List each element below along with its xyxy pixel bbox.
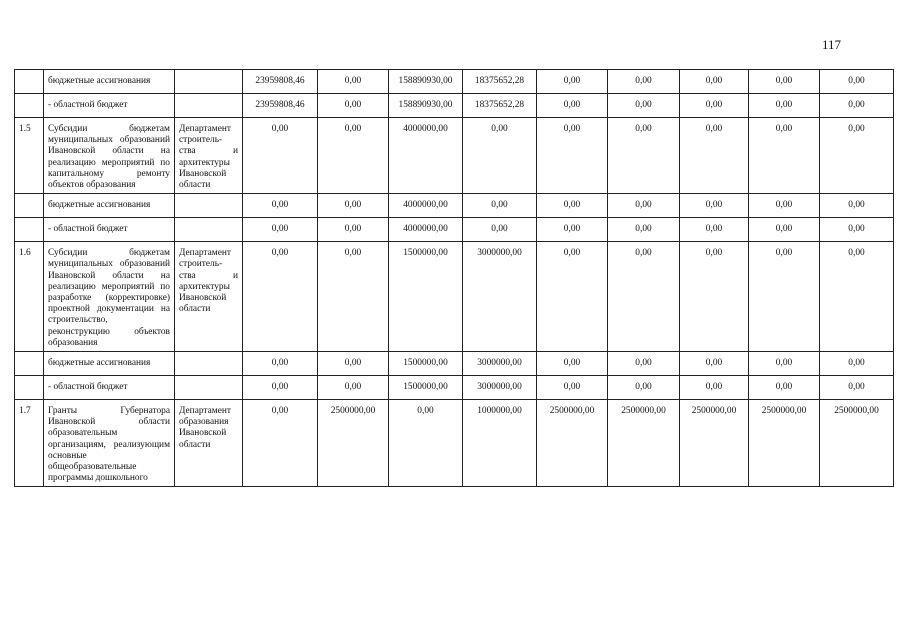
- table-row-item: [15, 400, 894, 487]
- value-cell: 0,00: [608, 352, 680, 376]
- value-cell: 0,00: [243, 352, 318, 376]
- value-cell: 0,00: [820, 376, 894, 400]
- value-cell: 0,00: [749, 376, 820, 400]
- row-name-cell: бюджетные ассигнования: [44, 70, 175, 94]
- value-cell: 0,00: [243, 118, 318, 194]
- value-cell: 0,00: [537, 194, 608, 218]
- value-cell: 0,00: [318, 218, 389, 242]
- row-executor-cell: [175, 218, 243, 242]
- row-number-cell: [15, 218, 44, 242]
- value-cell: 0,00: [318, 352, 389, 376]
- value-cell: 0,00: [680, 376, 749, 400]
- value-cell: 0,00: [463, 218, 537, 242]
- row-executor-cell: Департамент строитель-ства и архитектуры Ивановской области: [175, 118, 243, 194]
- table-row-subtotal: [15, 70, 894, 94]
- value-cell: 0,00: [680, 352, 749, 376]
- row-executor-cell: Департамент образования Ивановской области: [175, 400, 243, 487]
- value-cell: 0,00: [680, 94, 749, 118]
- value-cell: 2500000,00: [608, 400, 680, 487]
- value-cell: 158890930,00: [389, 70, 463, 94]
- value-cell: 1500000,00: [389, 376, 463, 400]
- value-cell: 0,00: [820, 194, 894, 218]
- row-number-cell: [15, 94, 44, 118]
- value-cell: 0,00: [820, 242, 894, 352]
- row-number-cell: 1.7: [15, 400, 44, 487]
- value-cell: 0,00: [243, 242, 318, 352]
- value-cell: 0,00: [608, 376, 680, 400]
- value-cell: 0,00: [749, 118, 820, 194]
- value-cell: 0,00: [680, 194, 749, 218]
- value-cell: 0,00: [608, 194, 680, 218]
- value-cell: 2500000,00: [318, 400, 389, 487]
- row-executor-cell: [175, 94, 243, 118]
- row-executor-cell: [175, 352, 243, 376]
- value-cell: 0,00: [820, 218, 894, 242]
- value-cell: 0,00: [463, 194, 537, 218]
- row-number-cell: [15, 376, 44, 400]
- table-row-subtotal: [15, 352, 894, 376]
- value-cell: 1500000,00: [389, 352, 463, 376]
- value-cell: 0,00: [749, 70, 820, 94]
- value-cell: 0,00: [680, 70, 749, 94]
- row-executor-cell: Департамент строитель-ства и архитектуры Ивановской области: [175, 242, 243, 352]
- value-cell: 23959808,46: [243, 70, 318, 94]
- value-cell: 0,00: [318, 194, 389, 218]
- value-cell: 2500000,00: [820, 400, 894, 487]
- value-cell: 0,00: [243, 194, 318, 218]
- value-cell: 0,00: [608, 94, 680, 118]
- value-cell: 2500000,00: [680, 400, 749, 487]
- value-cell: 0,00: [537, 376, 608, 400]
- budget-table: [14, 69, 894, 487]
- value-cell: 0,00: [749, 194, 820, 218]
- value-cell: 0,00: [820, 70, 894, 94]
- value-cell: 0,00: [389, 400, 463, 487]
- value-cell: 0,00: [318, 118, 389, 194]
- value-cell: 4000000,00: [389, 118, 463, 194]
- value-cell: 0,00: [820, 118, 894, 194]
- row-name-cell: бюджетные ассигнования: [44, 194, 175, 218]
- value-cell: 18375652,28: [463, 94, 537, 118]
- table-row-subtotal: [15, 218, 894, 242]
- row-executor-cell: [175, 376, 243, 400]
- value-cell: 0,00: [318, 70, 389, 94]
- value-cell: 0,00: [749, 242, 820, 352]
- row-name-cell: - областной бюджет: [44, 376, 175, 400]
- value-cell: 0,00: [537, 118, 608, 194]
- value-cell: 23959808,46: [243, 94, 318, 118]
- row-name-cell: Гранты Губернатора Ивановской области образовательным организациям, реализующим основные общеобразовательные программы дошкольного: [44, 400, 175, 487]
- value-cell: 0,00: [680, 118, 749, 194]
- value-cell: 0,00: [318, 242, 389, 352]
- value-cell: 0,00: [820, 352, 894, 376]
- row-name-cell: Субсидии бюджетам муниципальных образований Ивановской области на реализацию мероприятий по капитальному ремонту объектов образования: [44, 118, 175, 194]
- row-number-cell: 1.6: [15, 242, 44, 352]
- row-name-cell: Субсидии бюджетам муниципальных образований Ивановской области на реализацию мероприятий по разработке (корректировке) проектной документации на строительство, реконструкцию объектов образования: [44, 242, 175, 352]
- row-executor-cell: [175, 194, 243, 218]
- value-cell: 2500000,00: [749, 400, 820, 487]
- value-cell: 0,00: [608, 242, 680, 352]
- table-row-subtotal: [15, 94, 894, 118]
- value-cell: 0,00: [318, 376, 389, 400]
- value-cell: 0,00: [537, 242, 608, 352]
- value-cell: 4000000,00: [389, 218, 463, 242]
- row-name-cell: - областной бюджет: [44, 94, 175, 118]
- value-cell: 1000000,00: [463, 400, 537, 487]
- row-executor-cell: [175, 70, 243, 94]
- value-cell: 0,00: [680, 242, 749, 352]
- value-cell: 0,00: [243, 400, 318, 487]
- value-cell: 0,00: [608, 70, 680, 94]
- row-name-cell: - областной бюджет: [44, 218, 175, 242]
- value-cell: 3000000,00: [463, 352, 537, 376]
- value-cell: 3000000,00: [463, 376, 537, 400]
- value-cell: 0,00: [820, 94, 894, 118]
- page-number: 117: [822, 37, 842, 52]
- value-cell: 0,00: [537, 70, 608, 94]
- row-number-cell: 1.5: [15, 118, 44, 194]
- value-cell: 0,00: [680, 218, 749, 242]
- value-cell: 2500000,00: [537, 400, 608, 487]
- value-cell: 0,00: [749, 218, 820, 242]
- row-number-cell: [15, 352, 44, 376]
- row-number-cell: [15, 194, 44, 218]
- value-cell: 0,00: [243, 376, 318, 400]
- value-cell: 0,00: [463, 118, 537, 194]
- table-row-item: [15, 118, 894, 194]
- value-cell: 0,00: [749, 352, 820, 376]
- row-name-cell: бюджетные ассигнования: [44, 352, 175, 376]
- value-cell: 0,00: [749, 94, 820, 118]
- value-cell: 3000000,00: [463, 242, 537, 352]
- value-cell: 1500000,00: [389, 242, 463, 352]
- value-cell: 18375652,28: [463, 70, 537, 94]
- value-cell: 0,00: [537, 218, 608, 242]
- table-row-subtotal: [15, 194, 894, 218]
- value-cell: 4000000,00: [389, 194, 463, 218]
- value-cell: 0,00: [318, 94, 389, 118]
- table-row-item: [15, 242, 894, 352]
- row-number-cell: [15, 70, 44, 94]
- value-cell: 0,00: [608, 118, 680, 194]
- value-cell: 0,00: [243, 218, 318, 242]
- value-cell: 0,00: [537, 94, 608, 118]
- value-cell: 0,00: [608, 218, 680, 242]
- table-row-subtotal: [15, 376, 894, 400]
- value-cell: 0,00: [537, 352, 608, 376]
- value-cell: 158890930,00: [389, 94, 463, 118]
